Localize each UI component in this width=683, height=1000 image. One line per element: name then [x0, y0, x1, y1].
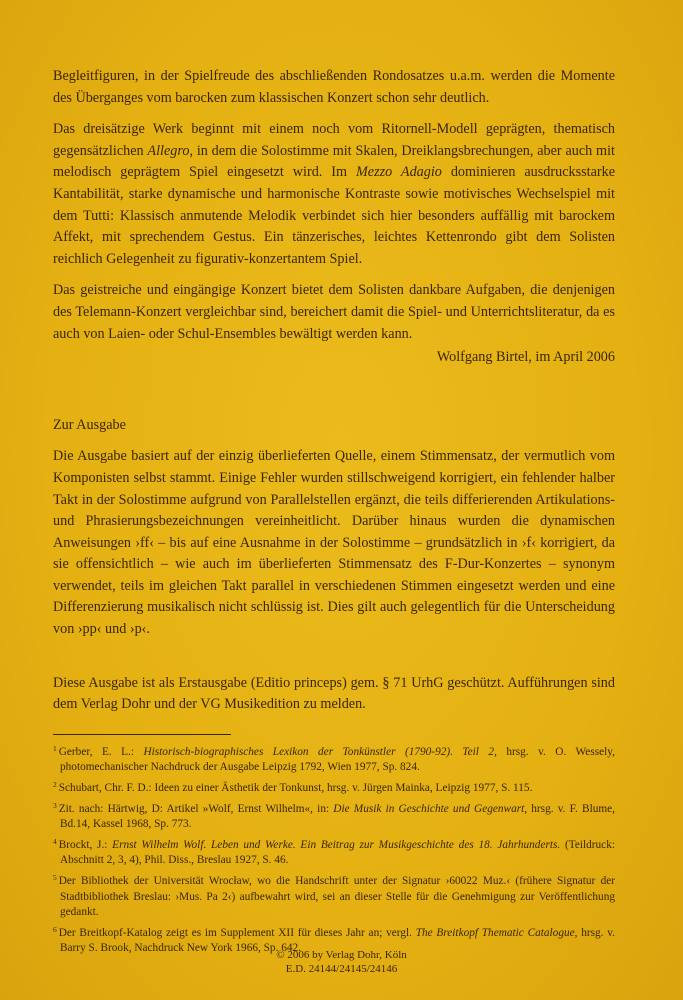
spacer: [53, 651, 615, 673]
footnote-text: Zit. nach: Härtwig, D: Artikel »Wolf, Ernst Wilhelm«, in:: [58, 802, 334, 815]
footnote-text: Gerber, E. L.:: [58, 745, 144, 758]
edition-number: E.D. 24144/24145/24146: [285, 962, 398, 975]
text-run: dominieren ausdrucksstarke Kantabilität, starke dynamische und harmonische Kontraste sowie motivisches Wechselspiel mit dem Tutti: Klassisch anmutende Melodik verbindet sich hier besonders auffällig mit barockem Affekt, mit sprechendem Gestus. Ein tänzerisches, leichtes Kettenrondo gibt dem Solisten reichlich Gelegenheit zu figurativ-konzertantem Spiel.: [53, 164, 615, 267]
paragraph-3: Das geistreiche und eingängige Konzert bietet dem Solisten dankbare Aufgaben, die denjenigen des Telemann-Konzert vergleichbar sind, bereichert damit die Spiel- und Unterrichtsliteratur, da es auch von Laien- oder Schul-Ensembles bewältigt werden kann.: [53, 282, 615, 342]
text-run: , in dem die Solostimme mit Skalen, Dreiklangsbrechungen, aber auch mit melodisch geprägtem Spiel eingesetzt wird. Im: [53, 142, 615, 181]
publisher-footer: [0, 949, 683, 976]
footnote-text: Der Bibliothek der Universität Wrocław, wo die Handschrift unter der Signatur ›60022 Muz.‹ (frühere Signatur der Stadtbibliothek Breslau: ›Mus. Pa 2‹) aufbewahrt wird, sei an dieser Stelle für die Genehmigung zur Veröffentlichung gedankt.: [58, 875, 615, 919]
footnote-title: Ernst Wilhelm Wolf. Leben und Werke. Ein Beitrag zur Musikgeschichte des 18. Jahrhunderts.: [112, 838, 561, 851]
footnote-text: , hrsg. v. F. Blume, Bd.14, Kassel 1968, Sp. 773.: [60, 802, 615, 831]
footnote-number: 1: [53, 743, 57, 753]
body-text: [53, 66, 615, 958]
footnote-text: , hrsg. v. Barry S. Brook, Nachdruck New York 1966, Sp. 642.: [60, 926, 615, 955]
text-run: Das dreisätzige Werk beginnt mit einem noch vom Ritornell-Modell geprägten, thematisch gegensätzlichen: [53, 121, 615, 159]
footnote-text: Schubart, Chr. F. D.: Ideen zu einer Ästhetik der Tonkunst, hrsg. v. Jürgen Mainka, Leipzig 1977, S. 115.: [58, 782, 533, 795]
paragraph-5: Diese Ausgabe ist als Erstausgabe (Editio princeps) gem. § 71 UrhG geschützt. Aufführungen sind dem Verlag Dohr und der VG Musikedition zu melden.: [53, 674, 615, 713]
footnote-title: Historisch-biographisches Lexikon der Tonkünstler (1790-92). Teil 2: [143, 745, 495, 758]
paragraph-1: Begleitfiguren, in der Spielfreude des abschließenden Rondosatzes u.a.m. werden die Momente des Überganges vom barocken zum klassischen Konzert schon sehr deutlich.: [53, 68, 615, 106]
footnote-text: , hrsg. v. O. Wessely, photomechanischer Nachdruck der Ausgabe Leipzig 1792, Wien 1977, Sp. 824.: [60, 745, 616, 774]
paragraph-4: Die Ausgabe basiert auf der einzig überlieferten Quelle, einem Stimmensatz, der vermutlich vom Komponisten selbst stammt. Einige Fehler wurden stillschweigend korrigiert, ein fehlender halber Takt in der Solostimme aufgrund von Parallelstellen ergänzt, die teils differierenden Artikulations- und Phrasierungsbezeichnungen vereinheitlicht. Darüber hinaus wurden die dynamischen Anweisungen ›ff‹ – bis auf eine Ausnahme in der Solostimme – grundsätzlich in ›f‹ korrigiert, da sie offensichtlich – wie auch im überlieferten Stimmensatz des F-Dur-Konzertes – synonym verwendet, teils im gleichen Takt parallel in verschiedenen Stimmen eingesetzt werden und eine Differenzierung musikalisch nicht schlüssig ist. Dies gilt auch gelegentlich für die Unterscheidung von ›pp‹ und ›p‹.: [53, 448, 615, 638]
footnote-2: [53, 777, 615, 797]
italic-term-allegro: Allegro: [147, 142, 190, 159]
footnote-number: 2: [53, 780, 57, 790]
signature: Wolfgang Birtel, im April 2006: [436, 349, 615, 366]
footnote-number: 6: [53, 924, 57, 934]
footnote-number: 5: [53, 873, 57, 882]
footnote-1: [53, 741, 615, 776]
footnote-number: 4: [53, 836, 57, 846]
footnote-text: Der Breitkopf-Katalog zeigt es im Supplement XII für dieses Jahr an; vergl.: [58, 926, 416, 939]
footnotes: [53, 741, 615, 957]
footnote-4: [53, 834, 615, 869]
footnote-divider: [53, 734, 231, 735]
footnote-5: [53, 870, 615, 921]
italic-term-mezzo-adagio: Mezzo Adagio: [355, 164, 442, 181]
footnote-text: (Teildruck: Abschnitt 2, 3, 4), Phil. Diss., Breslau 1927, S. 46.: [60, 838, 615, 867]
footnote-title: The Breitkopf Thematic Catalogue: [415, 926, 575, 939]
footnote-title: Die Musik in Geschichte und Gegenwart: [333, 802, 525, 815]
section-heading: Zur Ausgabe: [53, 416, 126, 433]
footnote-3: [53, 798, 615, 833]
footnote-text: Brockt, J.:: [58, 838, 113, 851]
footnote-number: 3: [53, 800, 57, 810]
copyright-line: © 2006 by Verlag Dohr, Köln: [276, 949, 407, 961]
paragraph-2: [53, 119, 615, 270]
